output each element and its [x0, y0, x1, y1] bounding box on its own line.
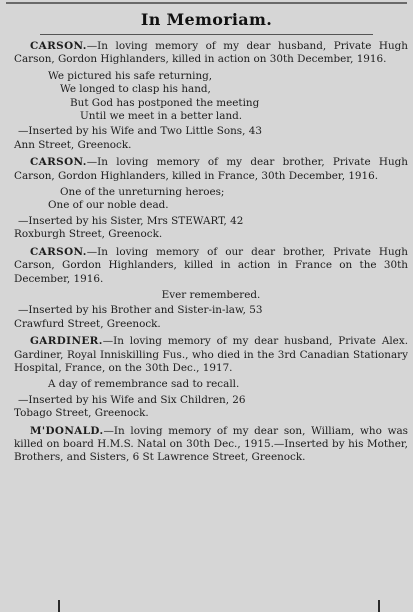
notice-surname: GARDINER.	[30, 335, 103, 348]
inserted-by-address: Crawfurd Street, Greenock.	[14, 317, 161, 330]
inserted-by	[14, 215, 408, 242]
verse-line: We pictured his safe returning,	[48, 69, 213, 82]
notice-paragraph	[14, 335, 408, 375]
verse-line: Until we meet in a better land.	[80, 110, 243, 123]
verse-line: A day of remembrance sad to recall.	[48, 378, 240, 391]
memorial-notice	[14, 335, 408, 420]
notice-body: —In loving memory of my dear brother, Private Hugh Carson, Gordon Highlanders, killed in France, 30th December, 1916.	[14, 156, 408, 182]
notice-verse	[14, 378, 408, 391]
notice-paragraph	[14, 425, 408, 465]
notice-surname: CARSON.	[30, 245, 87, 258]
verse-line: Ever remembered.	[161, 288, 261, 301]
notice-verse	[14, 186, 408, 213]
page-title: In Memoriam.	[140, 10, 273, 29]
inserted-by-address: Tobago Street, Greenock.	[14, 407, 149, 420]
memorial-notice	[14, 40, 408, 152]
notice-paragraph	[14, 246, 408, 286]
notice-paragraph	[14, 156, 408, 183]
verse-line: We longed to clasp his hand,	[60, 83, 211, 96]
notice-paragraph	[14, 40, 408, 67]
column-rule-mark	[378, 600, 380, 612]
notice-body: —In loving memory of my dear son, William, who was killed on board H.M.S. Natal on 30th Dec., 1915.—Inserted by his Mother, Brothers, and Sisters, 6 St Lawrence Street, Greenock.	[14, 424, 408, 464]
memorial-notice	[14, 246, 408, 331]
inserted-by	[14, 394, 408, 421]
notice-surname: M'DONALD.	[30, 424, 104, 437]
notice-verse	[14, 289, 408, 302]
inserted-by-text: —Inserted by his Wife and Two Little Sons, 43	[18, 125, 262, 138]
memorial-notice	[14, 156, 408, 241]
memorial-notice	[14, 425, 408, 465]
verse-line: One of our noble dead.	[48, 199, 169, 212]
header-rule	[40, 34, 373, 35]
notice-verse	[14, 70, 408, 124]
inserted-by-text: —Inserted by his Brother and Sister-in-law, 53	[18, 304, 263, 317]
top-rule	[6, 2, 407, 4]
notice-body: —In loving memory of my dear husband, Private Alex. Gardiner, Royal Inniskilling Fus., who died in the 3rd Canadian Stationary Hospital, France, on the 30th Dec., 1917.	[14, 335, 408, 374]
verse-line: But God has postponed the meeting	[70, 96, 260, 109]
inserted-by-address: Ann Street, Greenock.	[14, 138, 132, 151]
inserted-by-address: Roxburgh Street, Greenock.	[14, 228, 163, 241]
notice-surname: CARSON.	[30, 156, 87, 169]
inserted-by	[14, 304, 408, 331]
inserted-by-text: —Inserted by his Sister, Mrs STEWART, 42	[18, 214, 244, 227]
notice-body: —In loving memory of our dear brother, Private Hugh Carson, Gordon Highlanders, killed in action in France on the 30th December, 1916.	[14, 245, 408, 285]
notices-list	[14, 40, 408, 465]
column-rule-mark	[58, 600, 60, 612]
verse-line: One of the unreturning heroes;	[60, 186, 225, 199]
column-bottom-marks	[0, 600, 413, 612]
inserted-by	[14, 125, 408, 152]
inserted-by-text: —Inserted by his Wife and Six Children, 26	[18, 393, 246, 406]
notice-surname: CARSON.	[30, 40, 87, 52]
notice-body: —In loving memory of my dear husband, Private Hugh Carson, Gordon Highlanders, killed in action on 30th December, 1916.	[14, 40, 408, 66]
